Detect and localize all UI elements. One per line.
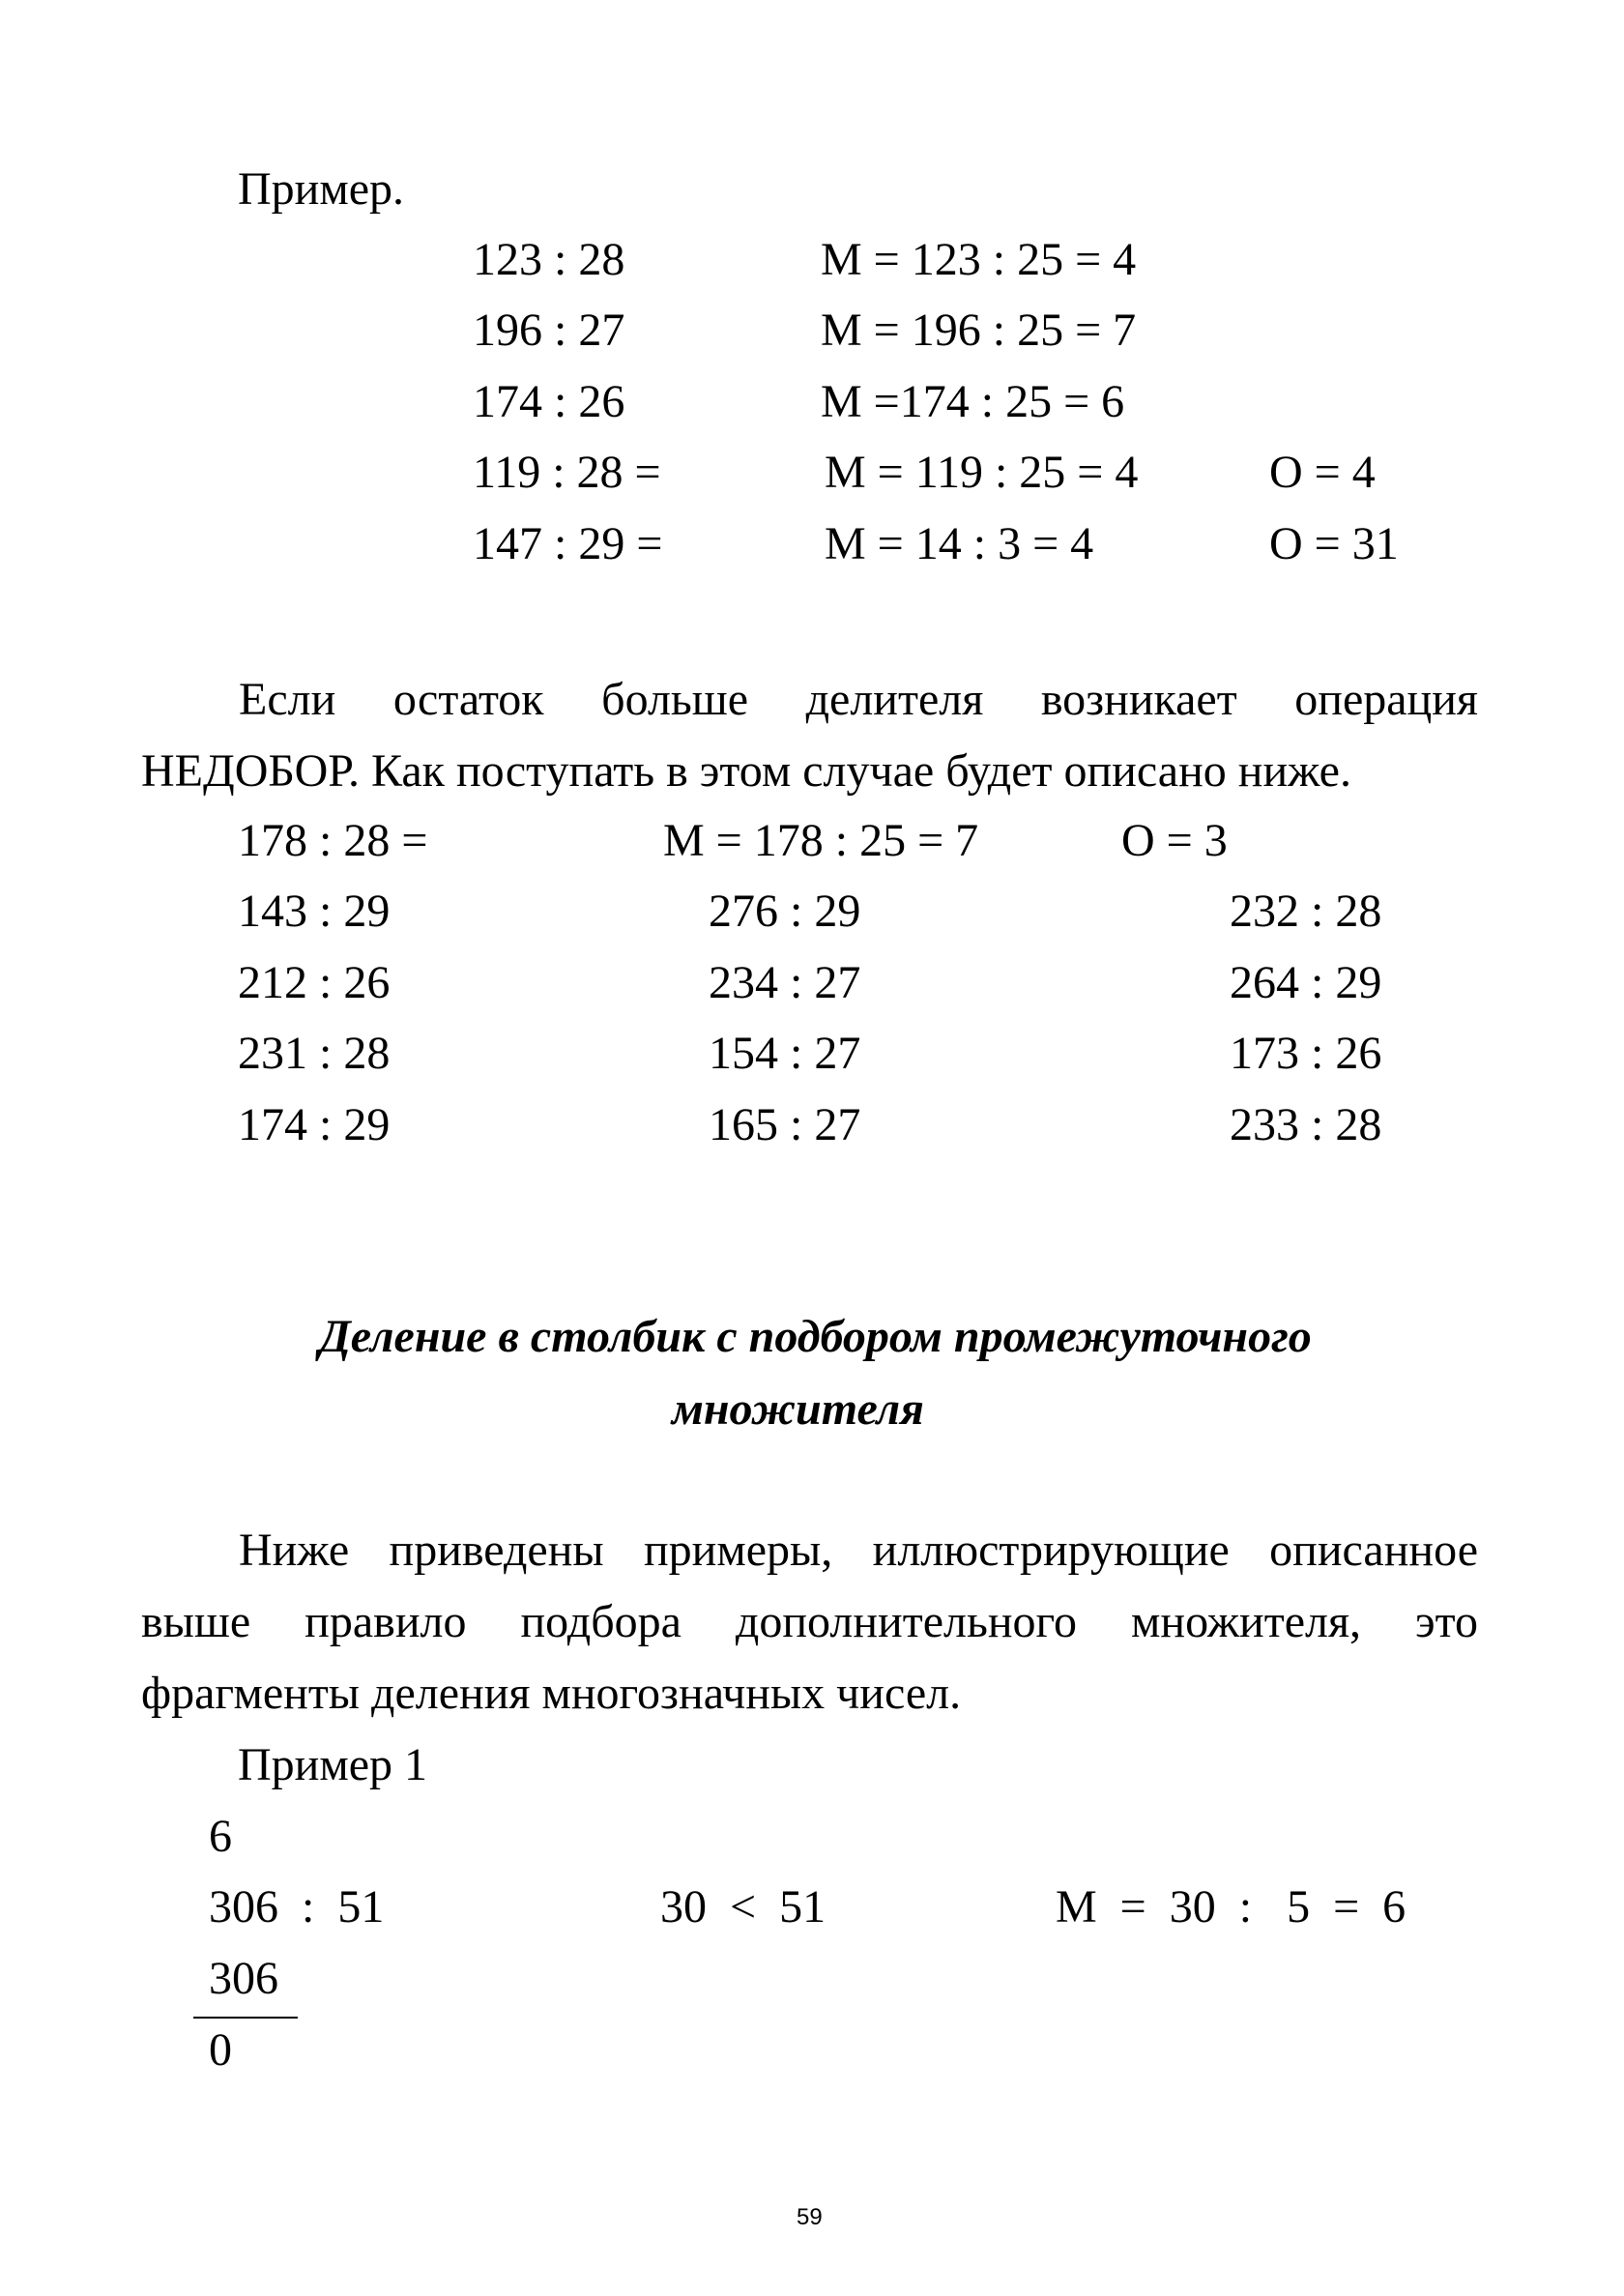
example-o: О = 4 — [1269, 447, 1376, 498]
exercise-item: 234 : 27 — [709, 957, 861, 1008]
nedobor-o: О = 3 — [1121, 815, 1228, 866]
exercise-item: 276 : 29 — [709, 886, 861, 937]
example-m: М = 119 : 25 = 4 — [825, 447, 1139, 498]
example-m: М =174 : 25 = 6 — [821, 376, 1125, 427]
exercise-item: 173 : 26 — [1230, 1028, 1382, 1079]
page-number: 59 — [797, 2204, 823, 2230]
exercise-item: 154 : 27 — [709, 1028, 861, 1079]
nedobor-m: М = 178 : 25 = 7 — [663, 815, 979, 866]
division-quotient: 6 — [209, 1811, 232, 1862]
example-expr: 147 : 29 = — [473, 518, 663, 569]
exercise-item: 212 : 26 — [238, 957, 391, 1008]
paragraph-line: фрагменты деления многозначных чисел. — [141, 1668, 962, 1719]
example-m: М = 123 : 25 = 4 — [821, 234, 1137, 285]
example-expr: 123 : 28 — [473, 234, 625, 285]
exercise-item: 174 : 29 — [238, 1099, 391, 1150]
paragraph-line: НЕДОБОР. Как поступать в этом случае будет описано ниже. — [141, 745, 1351, 797]
exercise-item: 264 : 29 — [1230, 957, 1382, 1008]
division-comparison: 30 < 51 — [660, 1881, 826, 1933]
division-remainder: 0 — [209, 2024, 232, 2076]
division-rule — [193, 2017, 298, 2019]
example-label: Пример. — [238, 163, 405, 215]
nedobor-expr: 178 : 28 = — [238, 815, 428, 866]
exercise-item: 233 : 28 — [1230, 1099, 1382, 1150]
section-heading: Деление в столбик с подбором промежуточного — [319, 1311, 1312, 1362]
division-multiplier: М = 30 : 5 = 6 — [1056, 1881, 1406, 1933]
example-expr: 196 : 27 — [473, 305, 625, 356]
exercise-item: 143 : 29 — [238, 886, 391, 937]
exercise-item: 165 : 27 — [709, 1099, 861, 1150]
example-expr: 174 : 26 — [473, 376, 625, 427]
example-m: М = 14 : 3 = 4 — [825, 518, 1094, 569]
example-m: М = 196 : 25 = 7 — [821, 305, 1137, 356]
paragraph-line: Ниже приведены примеры, иллюстрирующие описанное — [239, 1525, 1478, 1576]
division-product: 306 — [209, 1953, 278, 2004]
example-o: О = 31 — [1269, 518, 1399, 569]
section-heading: множителя — [672, 1383, 924, 1435]
example1-label: Пример 1 — [238, 1739, 428, 1790]
paragraph-line: Если остаток больше делителя возникает операция — [239, 674, 1478, 725]
example-expr: 119 : 28 = — [473, 447, 661, 498]
exercise-item: 232 : 28 — [1230, 886, 1382, 937]
paragraph-line: выше правило подбора дополнительного множителя, это — [141, 1596, 1478, 1647]
exercise-item: 231 : 28 — [238, 1028, 391, 1079]
division-expression: 306 : 51 — [209, 1881, 385, 1933]
